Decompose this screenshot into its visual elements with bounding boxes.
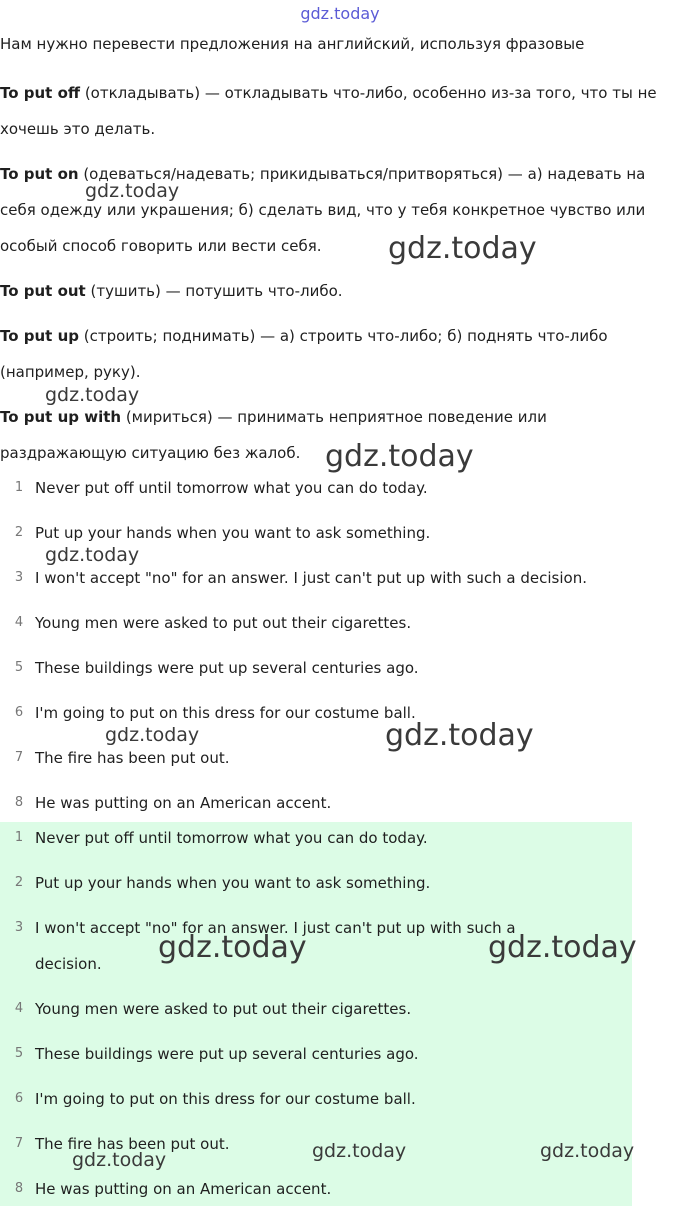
item-number: 7	[14, 1136, 24, 1151]
watermark: gdz.today	[72, 1149, 167, 1171]
item-text: Never put off until tomorrow what you can do today.	[35, 829, 428, 847]
definition-put-up	[0, 318, 676, 390]
item-text: I'm going to put on this dress for our costume ball.	[35, 1090, 416, 1108]
item-text: He was putting on an American accent.	[35, 794, 332, 812]
item-text: The fire has been put out.	[35, 749, 230, 767]
item-text: Put up your hands when you want to ask something.	[35, 874, 431, 892]
item-number: 5	[14, 660, 24, 675]
item-text: I won't accept "no" for an answer. I just can't put up with such a decision.	[35, 919, 516, 973]
definition-put-up-with	[0, 399, 676, 471]
watermark: gdz.today	[540, 1140, 635, 1162]
definition-term: To put up with	[0, 408, 122, 426]
item-number: 3	[14, 570, 24, 585]
item-number: 6	[14, 705, 24, 720]
definition-term: To put on	[0, 165, 79, 183]
definition-put-on	[0, 156, 676, 264]
item-text: He was putting on an American accent.	[35, 1180, 332, 1198]
item-number: 4	[14, 1001, 24, 1016]
definition-put-out	[0, 273, 676, 309]
definition-term: To put up	[0, 327, 79, 345]
item-number: 4	[14, 615, 24, 630]
item-text: Young men were asked to put out their cigarettes.	[35, 614, 412, 632]
definition-desc: (мириться) — принимать неприятное поведение или раздражающую ситуацию без жалоб.	[0, 408, 547, 462]
watermark: gdz.today	[85, 180, 180, 202]
item-text: I won't accept "no" for an answer. I just can't put up with such a decision.	[35, 569, 587, 587]
definition-desc: (тушить) — потушить что-либо.	[85, 282, 343, 300]
item-number: 7	[14, 750, 24, 765]
watermark: gdz.today	[488, 930, 637, 965]
intro-text: Нам нужно перевести предложения на английский, используя фразовые	[0, 35, 585, 53]
item-text: I'm going to put on this dress for our costume ball.	[35, 704, 416, 722]
item-text: The fire has been put out.	[35, 1135, 230, 1153]
item-number: 3	[14, 920, 24, 935]
item-text: Young men were asked to put out their cigarettes.	[35, 1000, 412, 1018]
item-number: 8	[14, 1181, 24, 1196]
watermark: gdz.today	[312, 1140, 407, 1162]
watermark: gdz.today	[388, 231, 537, 266]
definition-desc: (строить; поднимать) — а) строить что-либо; б) поднять что-либо (например, руку).	[0, 327, 608, 381]
watermark: gdz.today	[45, 544, 140, 566]
item-number: 2	[14, 525, 24, 540]
item-number: 1	[14, 480, 24, 495]
item-text: Never put off until tomorrow what you can do today.	[35, 479, 428, 497]
item-number: 1	[14, 830, 24, 845]
watermark: gdz.today	[105, 724, 200, 746]
watermark: gdz.today	[325, 439, 474, 474]
item-text: These buildings were put up several centuries ago.	[35, 659, 419, 677]
definition-put-off	[0, 75, 676, 147]
item-number: 5	[14, 1046, 24, 1061]
item-text: These buildings were put up several centuries ago.	[35, 1045, 419, 1063]
item-number: 6	[14, 1091, 24, 1106]
item-text: Put up your hands when you want to ask something.	[35, 524, 431, 542]
watermark: gdz.today	[45, 384, 140, 406]
definition-term: To put off	[0, 84, 81, 102]
watermark: gdz.today	[385, 718, 534, 753]
definition-desc: (одеваться/надевать; прикидываться/притворяться) — а) надевать на себя одежду или украшения; б) сделать вид, что у тебя конкретное чувство или особый способ говорить или вести себя.	[0, 165, 646, 255]
header-watermark: gdz.today	[300, 4, 380, 23]
item-number: 8	[14, 795, 24, 810]
definition-term: To put out	[0, 282, 86, 300]
item-number: 2	[14, 875, 24, 890]
definition-desc: (откладывать) — откладывать что-либо, особенно из-за того, что ты не хочешь это делать.	[0, 84, 657, 138]
watermark: gdz.today	[158, 930, 307, 965]
